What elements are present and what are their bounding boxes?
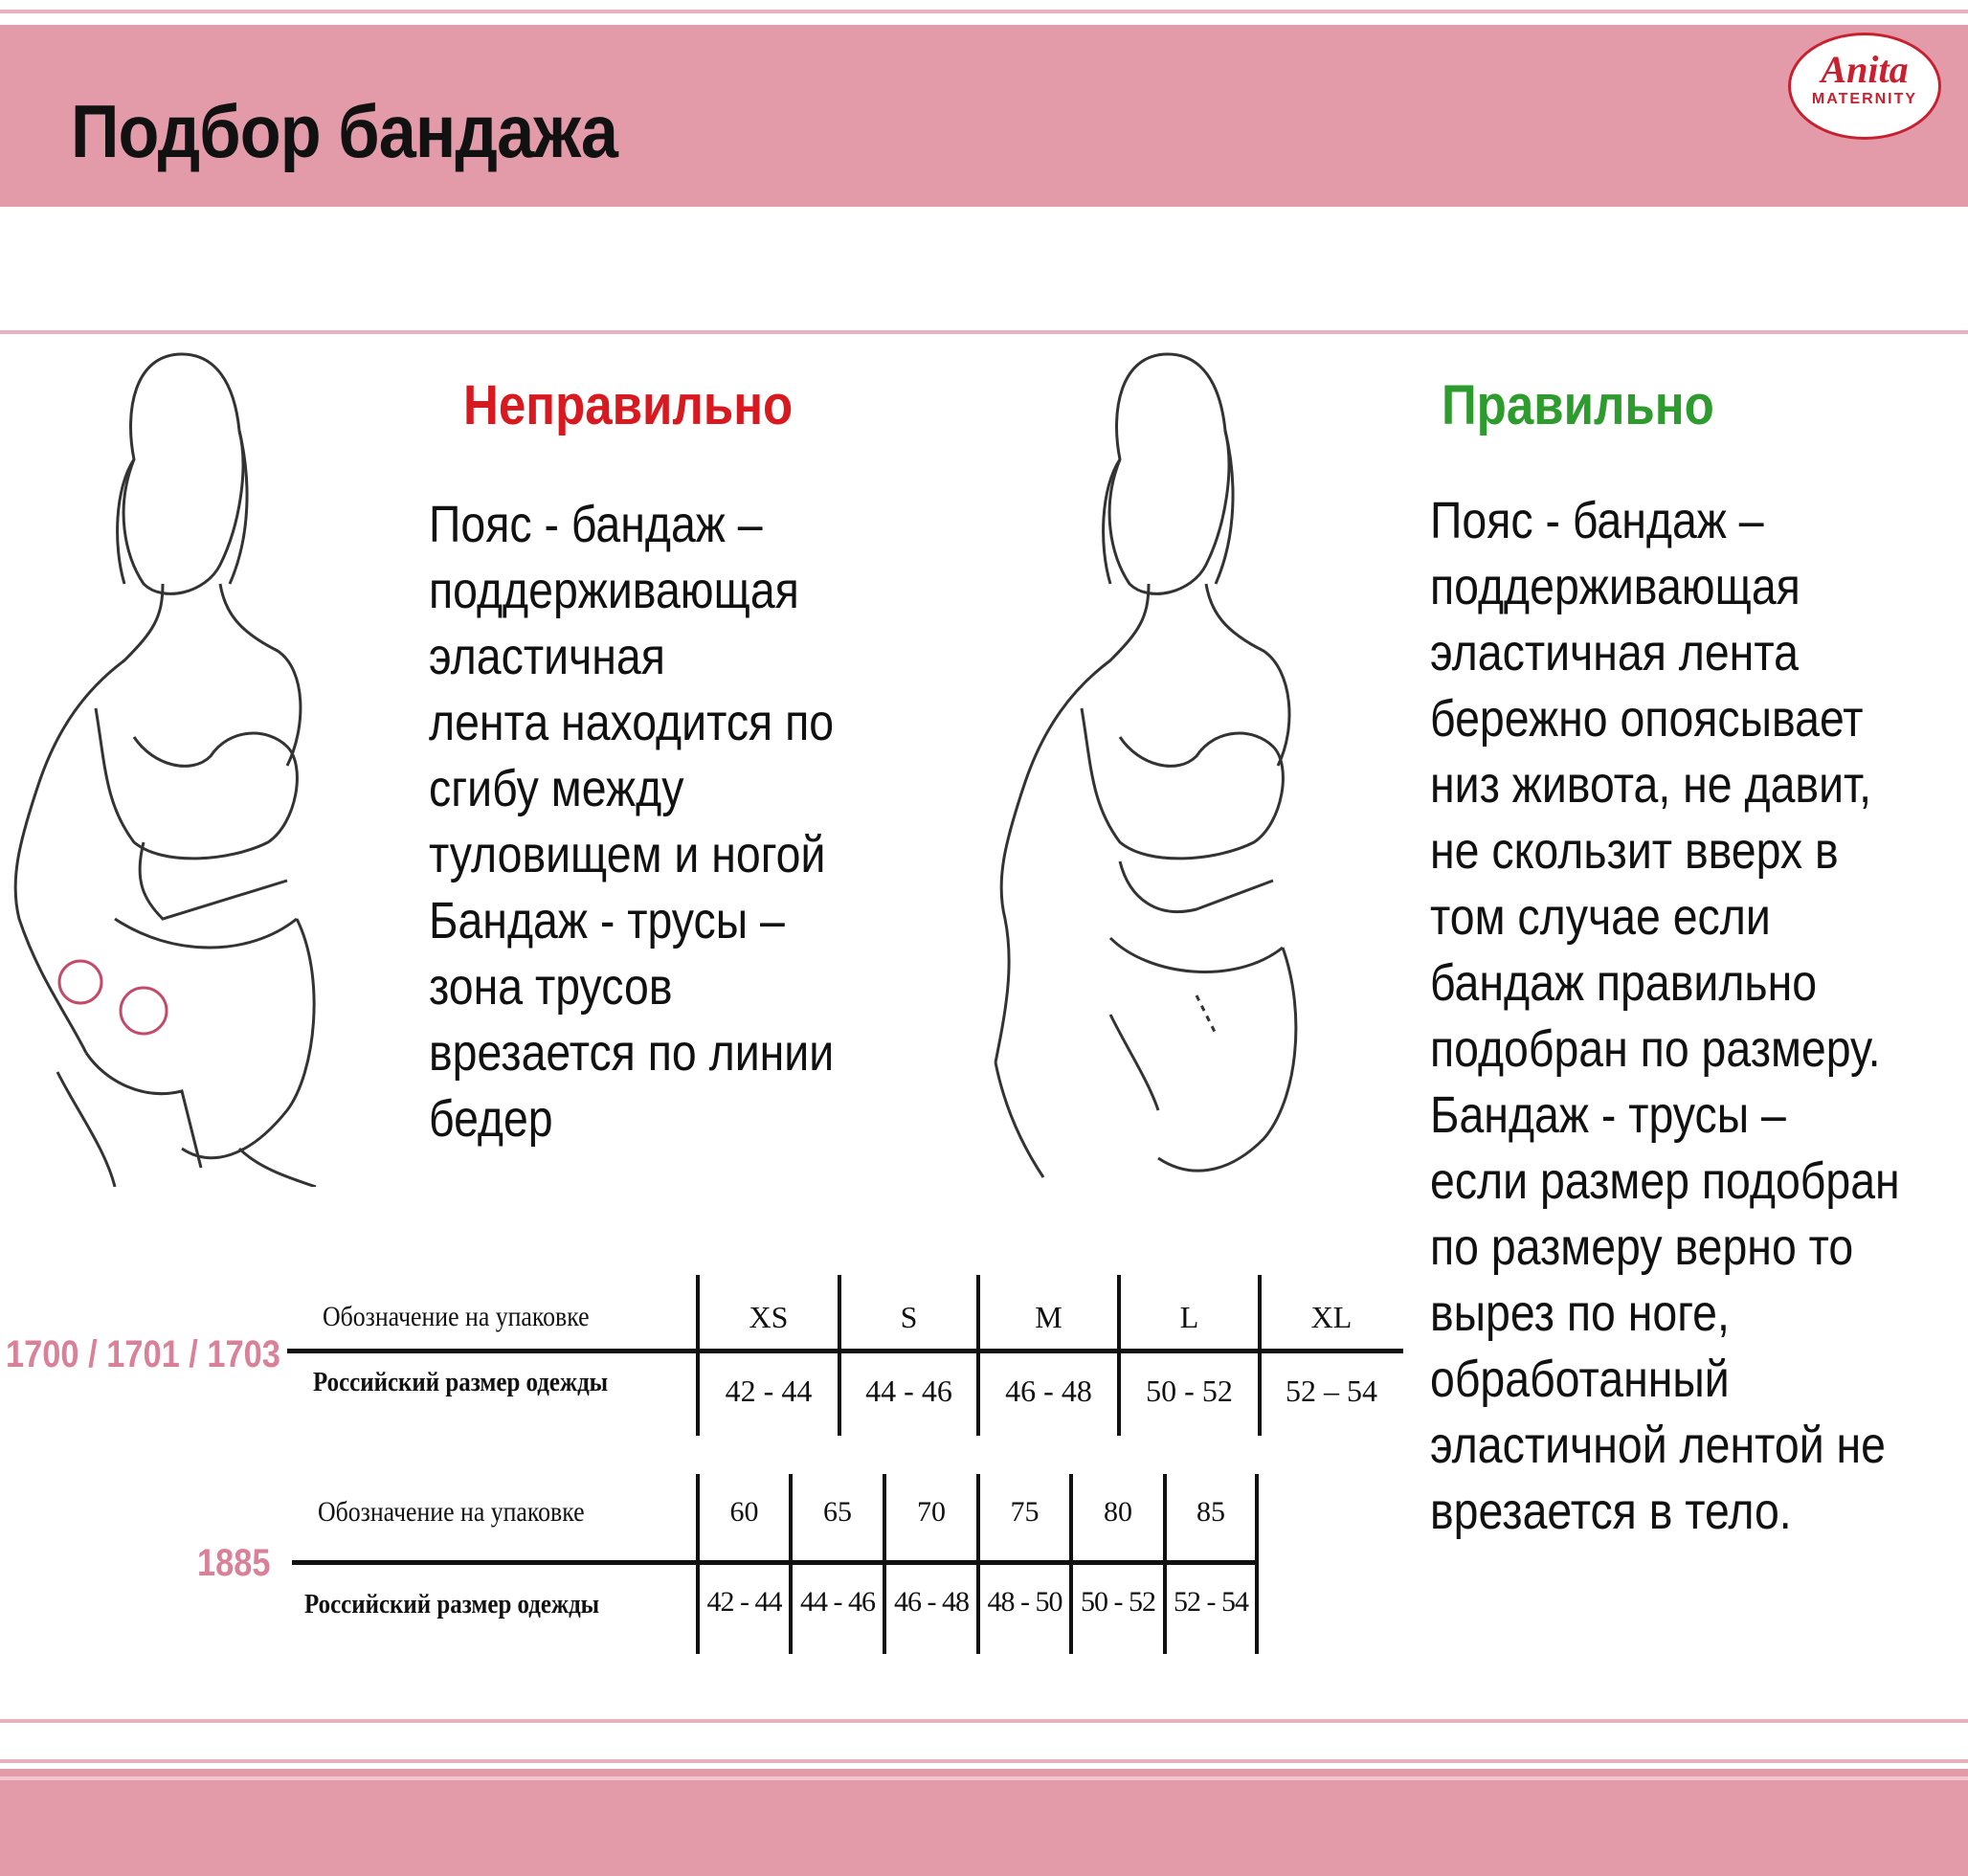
table1-russian-label: Российский размер одежды [313, 1367, 609, 1397]
table1-russian-cell: 44 - 46 [865, 1374, 952, 1408]
table2-russian-cell: 50 - 52 [1081, 1586, 1155, 1618]
table2-line-label: 1885 [197, 1542, 271, 1584]
table1-russian-cell: 42 - 44 [725, 1374, 813, 1408]
logo-brand: Anita [1821, 48, 1909, 91]
footer-band [0, 1769, 1968, 1876]
right-description: Пояс - бандаж – поддерживающая эластичная лента бережно опоясывает низ живота, не давит, не скользит вверх в том случае если бандаж правильно подобран по размеру. Бандаж - трусы – если размер подобран по размеру верно то вырез по ноге, обработанный эластичной лентой не врезается в тело. [1430, 492, 1900, 1540]
table2-package-label: Обозначение на упаковке [318, 1496, 585, 1528]
table2-russian-cell: 46 - 48 [894, 1586, 969, 1618]
table1-size-cell: XS [749, 1300, 789, 1334]
table2-size-cell: 65 [823, 1496, 852, 1528]
table2-size-cell: 85 [1196, 1496, 1225, 1528]
table1-russian-cell: 46 - 48 [1005, 1374, 1092, 1408]
table2-russian-cell: 42 - 44 [706, 1586, 782, 1618]
table2-size-cell: 80 [1104, 1496, 1132, 1528]
top-thin-line [0, 10, 1968, 13]
table1-size-cell: XL [1310, 1300, 1353, 1334]
figure-right-illustration [967, 345, 1331, 1187]
table1-line-label: 1700 / 1701 / 1703 [6, 1333, 280, 1375]
wrong-description: Пояс - бандаж – поддерживающая эластичная лента находится по сгибу между туловищем и ногой Бандаж - трусы – зона трусов врезается по линии бедер [429, 496, 835, 1148]
upper-divider [0, 330, 1968, 334]
table1-size-cell: L [1179, 1300, 1199, 1334]
table2-russian-label: Российский размер одежды [304, 1589, 600, 1619]
table2-size-cell: 60 [729, 1496, 759, 1528]
lower-divider [0, 1719, 1968, 1723]
page-title: Подбор бандажа [71, 89, 618, 173]
figure-wrong-illustration [0, 345, 364, 1187]
logo-subtitle: MATERNITY [1811, 91, 1918, 107]
table1-separator [287, 1349, 1403, 1353]
table1-russian-cell: 52 – 54 [1286, 1374, 1377, 1408]
table1-size-cell: M [1035, 1300, 1062, 1334]
table2-size-cell: 70 [917, 1496, 946, 1528]
table2-separator [292, 1560, 1259, 1565]
footer-thin-line [0, 1759, 1968, 1763]
table1-package-label: Обозначение на упаковке [323, 1301, 590, 1332]
right-heading: Правильно [1442, 374, 1714, 436]
table2-divider [1255, 1474, 1259, 1654]
wrong-heading: Неправильно [463, 374, 794, 436]
table2-size-cell: 75 [1010, 1496, 1040, 1528]
table2-russian-cell: 44 - 46 [800, 1586, 875, 1618]
table2-russian-cell: 48 - 50 [987, 1586, 1062, 1618]
table1-size-cell: S [900, 1300, 918, 1334]
footer-inner-line [0, 1776, 1968, 1780]
brand-logo [1788, 33, 1941, 140]
table2-russian-cell: 52 - 54 [1174, 1586, 1248, 1618]
table1-russian-cell: 50 - 52 [1146, 1374, 1233, 1408]
